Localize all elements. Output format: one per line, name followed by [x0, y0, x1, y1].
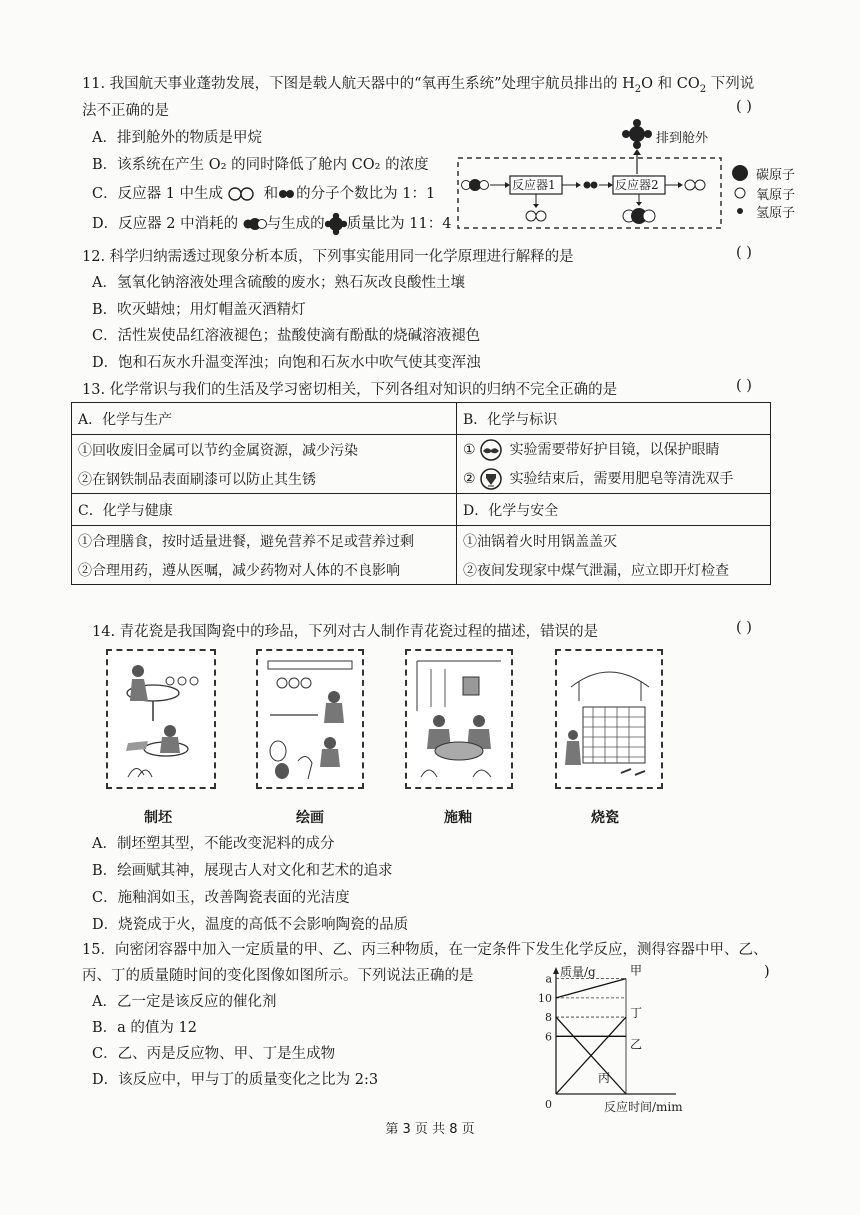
series-label: 乙 — [630, 1037, 643, 1052]
reactor-2-label: 反应器2 — [615, 178, 659, 192]
oxygen-atom-icon — [735, 188, 745, 198]
q15-option-b[interactable]: B．a 的值为 12 — [92, 1020, 197, 1036]
q14-option-a[interactable]: A．制坯塑其型，不能改变泥料的成分 — [92, 836, 335, 852]
picture-label-glazing: 施釉 — [444, 810, 472, 826]
q13-knowledge-table — [71, 402, 771, 585]
mass-time-chart — [524, 962, 714, 1117]
q15-option-d[interactable]: D．该反应中，甲与丁的质量变化之比为 2:3 — [92, 1072, 379, 1088]
cell-b-title: B．化学与标识 — [457, 403, 771, 435]
methane-molecule-icon — [325, 213, 347, 235]
h2-intermediate-icon — [584, 182, 598, 189]
series-line — [556, 979, 626, 998]
q14-stem: 14. 青花瓷是我国陶瓷中的珍品，下列对古人制作青花瓷过程的描述，错误的是 — [92, 624, 599, 640]
q11-option-d[interactable]: D．反应器 2 中消耗的 与生成的 质量比为 11：4 — [92, 212, 451, 235]
picture-glazing — [405, 649, 513, 789]
q11-stem-line2: 法不正确的是 — [82, 103, 169, 119]
q15-stem-line2: 丙、丁的质量随时间的变化图像如图所示。下列说法正确的是 — [82, 968, 474, 984]
q14-option-b[interactable]: B．绘画赋其神，展现古人对文化和艺术的追求 — [92, 863, 393, 879]
hydrogen-atom-icon — [737, 208, 743, 214]
co2-molecule-icon — [243, 216, 267, 232]
q12-option-c[interactable]: C．活性炭使品红溶液褪色；盐酸使滴有酚酞的烧碱溶液褪色 — [92, 328, 481, 344]
legend-oxygen: 氧原子 — [756, 188, 796, 203]
input-co2-icon — [462, 179, 489, 191]
q12-option-a[interactable]: A．氢氧化钠溶液处理含硫酸的废水；熟石灰改良酸性土壤 — [92, 275, 465, 291]
q11-option-c[interactable]: C．反应器 1 中生成 和 的分子个数比为 1：1 — [92, 186, 436, 202]
q12-option-b[interactable]: B．吹灭蜡烛；用灯帽盖灭酒精灯 — [92, 302, 306, 318]
picture-making-blank — [106, 649, 216, 789]
q15-stem-line1: 15．向密闭容器中加入一定质量的甲、乙、丙三种物质，在一定条件下发生化学反应，测得容器中甲、乙、 — [82, 942, 768, 958]
cell-a-title: A．化学与生产 — [72, 403, 457, 435]
vent-label: 排到舱外 — [656, 131, 709, 146]
q11-stem-line1: 11. 我国航天事业蓬勃发展，下图是载人航天器中的“氧再生系统”处理宇航员排出的 $H_2O$ 和 $CO_2$ 下列说 — [82, 76, 755, 95]
q12-option-d[interactable]: D．饱和石灰水升温变浑浊；向饱和石灰水中吹气使其变浑浊 — [92, 355, 481, 371]
picture-label-making: 制坯 — [144, 810, 172, 826]
q15-option-c[interactable]: C．乙、丙是反应物、甲、丁是生成物 — [92, 1046, 336, 1062]
y-tick-label: 10 — [538, 991, 552, 1005]
output-o2-icon — [685, 180, 705, 190]
y-tick-label: 6 — [545, 1030, 552, 1044]
cell-c-2: ②合理用药，遵从医嘱，减少药物对人体的不良影响 — [72, 555, 457, 585]
q11-option-a[interactable]: A．排到舱外的物质是甲烷 — [92, 130, 262, 146]
cell-b-1: ① 实验需要带好护目镜，以保护眼睛 — [457, 435, 771, 465]
q12-stem: 12. 科学归纳需透过现象分析本质，下列事实能用同一化学原理进行解释的是 — [82, 249, 574, 265]
y-tick-label: a — [545, 972, 552, 986]
cell-d-1: ①油锅着火时用锅盖盖灭 — [457, 526, 771, 556]
cell-c-title: C．化学与健康 — [72, 494, 457, 526]
picture-label-firing: 烧瓷 — [591, 810, 619, 826]
series-label: 丙 — [598, 1071, 611, 1085]
cell-d-2: ②夜间发现家中煤气泄漏，应立即开灯检查 — [457, 555, 771, 585]
q14-option-c[interactable]: C．施釉润如玉，改善陶瓷表面的光洁度 — [92, 890, 350, 906]
origin-label: 0 — [545, 1098, 552, 1111]
y-tick-label: 8 — [545, 1011, 552, 1025]
series-label: 丁 — [630, 1006, 643, 1021]
goggles-icon — [478, 439, 504, 461]
y-axis-label: 质量/g — [560, 965, 596, 979]
q12-answer-paren[interactable]: ( ) — [736, 245, 752, 261]
hand-wash-icon — [478, 468, 504, 490]
h2-molecule-icon — [278, 188, 296, 200]
q13-answer-paren[interactable]: ( ) — [736, 378, 752, 394]
q14-option-d[interactable]: D．烧瓷成于火，温度的高低不会影响陶瓷的品质 — [92, 917, 409, 933]
q13-stem: 13. 化学常识与我们的生活及学习密切相关，下列各组对知识的归纳不完全正确的是 — [82, 382, 618, 398]
cell-a-2: ②在钢铁制品表面刷漆可以防止其生锈 — [72, 464, 457, 494]
picture-label-painting: 绘画 — [296, 810, 324, 826]
co-byproduct-icon — [526, 211, 546, 221]
legend-carbon: 碳原子 — [756, 168, 796, 183]
page-footer: 第 3 页 共 8 页 — [385, 1122, 475, 1137]
picture-painting — [256, 649, 364, 789]
cell-a-1: ①回收废旧金属可以节约金属资源，减少污染 — [72, 435, 457, 465]
series-label: 甲 — [630, 963, 643, 978]
q11-answer-paren[interactable]: ( ) — [736, 99, 752, 115]
carbon-atom-icon — [732, 165, 748, 181]
co-molecule-icon — [228, 187, 264, 201]
picture-firing — [555, 649, 663, 789]
q15-answer-paren[interactable]: ) — [764, 964, 770, 980]
reactor-1-label: 反应器1 — [512, 178, 556, 192]
y-axis-arrow — [553, 967, 559, 974]
cell-b-2: ② 实验结束后，需要用肥皂等清洗双手 — [457, 464, 771, 494]
legend-hydrogen: 氢原子 — [756, 206, 796, 221]
q11-option-b[interactable]: B．该系统在产生 O₂ 的同时降低了舱内 CO₂ 的浓度 — [92, 157, 429, 173]
vented-methane-icon — [622, 119, 652, 149]
water-byproduct-icon — [623, 208, 655, 224]
q15-option-a[interactable]: A．乙一定是该反应的催化剂 — [92, 994, 277, 1010]
cell-d-title: D．化学与安全 — [457, 494, 771, 526]
x-axis-label: 反应时间/mim — [604, 1100, 683, 1114]
q14-answer-paren[interactable]: ( ) — [736, 620, 752, 636]
cell-c-1: ①合理膳食，按时适量进餐，避免营养不足或营养过剩 — [72, 526, 457, 556]
